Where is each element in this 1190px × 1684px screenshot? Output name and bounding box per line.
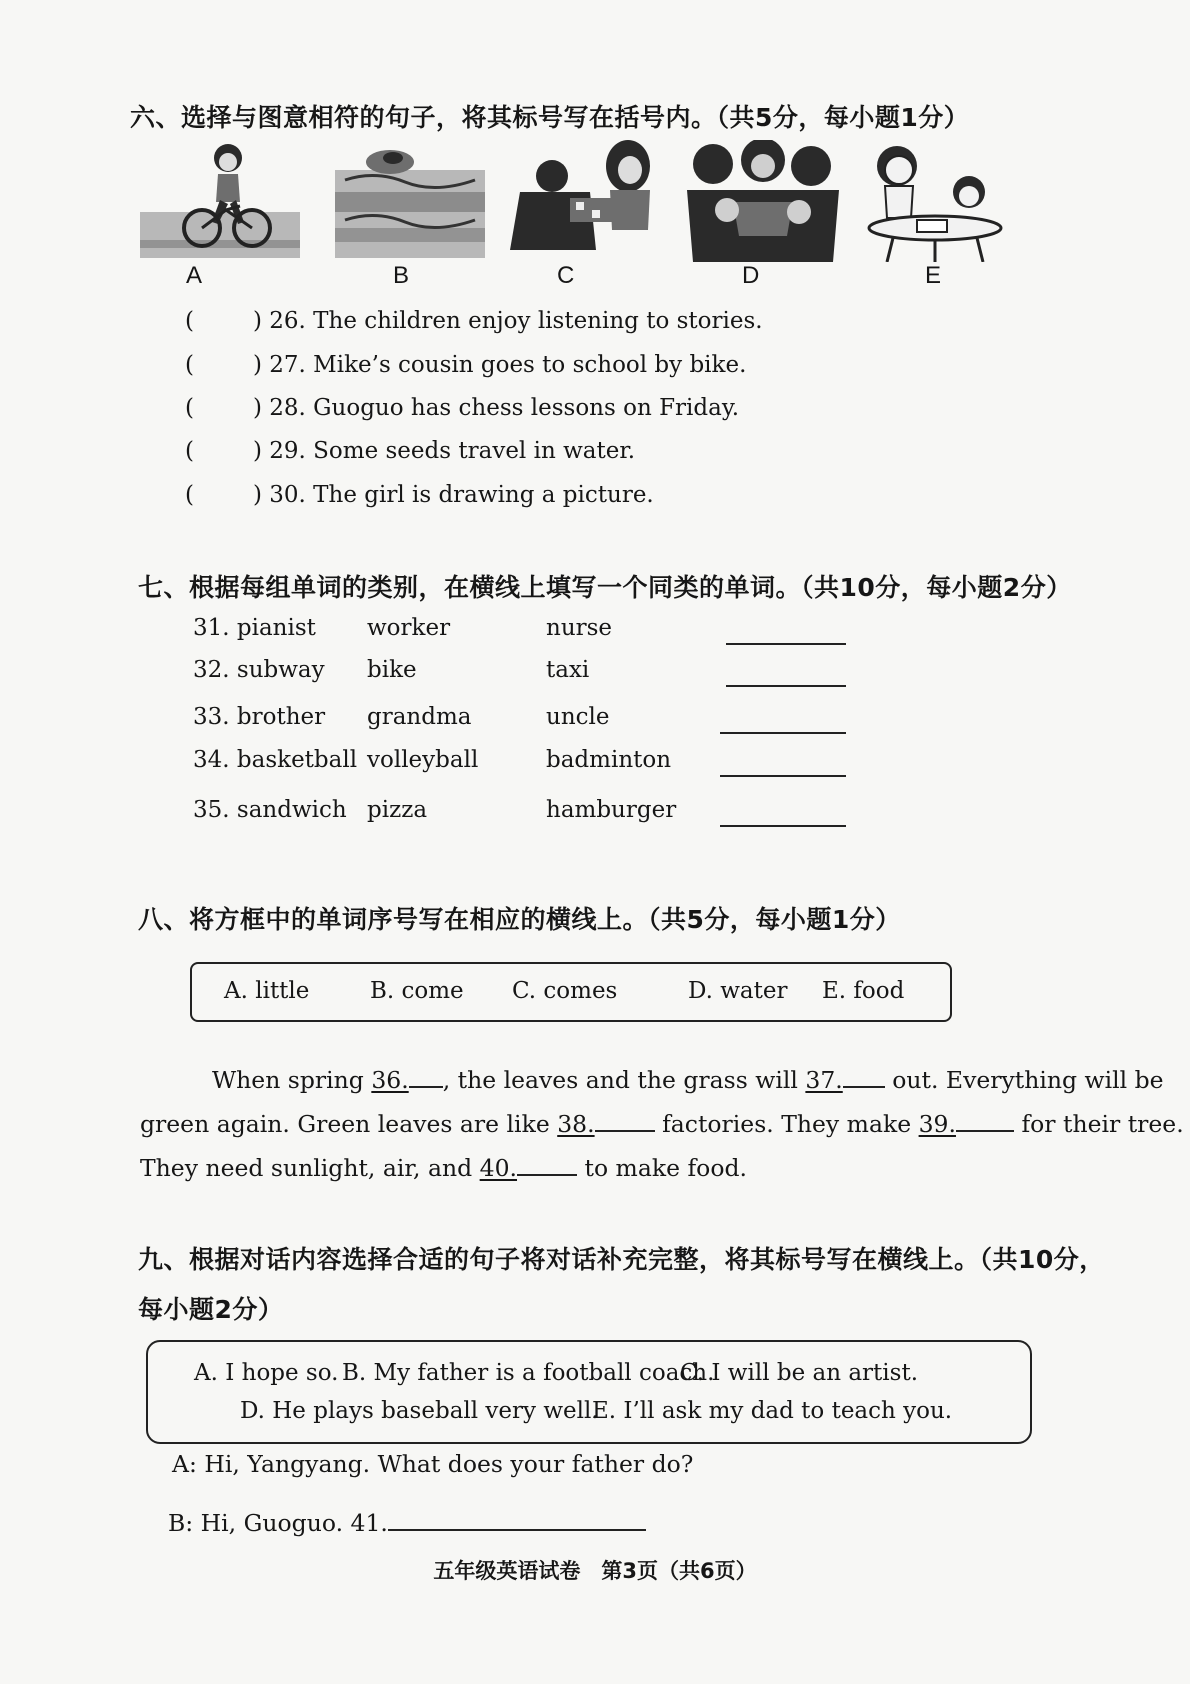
question-30 xyxy=(185,482,654,508)
section9-heading: 九、根据对话内容选择合适的句子将对话补充完整，将其标号写在横线上。（共10分， xyxy=(138,1245,1105,1274)
section9-heading-cont: 每小题2分） xyxy=(138,1295,284,1324)
passage-text: for their tree. xyxy=(1021,1110,1184,1138)
word-group-34 xyxy=(193,747,1053,781)
word-1: 35. sandwich xyxy=(193,797,347,823)
word-2: volleyball xyxy=(367,747,479,773)
word-3: hamburger xyxy=(546,797,677,823)
option-d: D. water xyxy=(688,978,788,1004)
boy-riding-bike-icon xyxy=(140,140,300,262)
answer-blank[interactable] xyxy=(726,643,846,645)
option-a: A. little xyxy=(224,978,310,1004)
blank-37[interactable] xyxy=(843,1062,885,1088)
passage-line-1 xyxy=(212,1062,1164,1094)
answer-blank[interactable] xyxy=(726,685,846,687)
section8-heading: 八、将方框中的单词序号写在相应的横线上。（共5分，每小题1分） xyxy=(138,905,901,934)
word-3: uncle xyxy=(546,704,610,730)
picture-e-label: E xyxy=(925,262,942,289)
word-3: nurse xyxy=(546,615,613,641)
question-text: ) 26. The children enjoy listening to stories. xyxy=(253,308,763,334)
word-bank-box xyxy=(190,962,952,1022)
option-c: C. comes xyxy=(512,978,618,1004)
page-footer: 五年级英语试卷 第3页（共6页） xyxy=(433,1559,757,1583)
question-26 xyxy=(185,308,763,334)
blank-38[interactable] xyxy=(595,1106,655,1132)
word-1: 32. subway xyxy=(193,657,325,683)
dialogue-options-box xyxy=(146,1340,1032,1444)
blank-40-label: 40. xyxy=(479,1154,518,1182)
picture-d xyxy=(683,140,841,262)
question-text: ) 28. Guoguo has chess lessons on Friday. xyxy=(253,395,740,421)
answer-blank[interactable] xyxy=(720,825,846,827)
passage-text: factories. They make xyxy=(662,1110,912,1138)
answer-blank[interactable] xyxy=(720,732,846,734)
answer-paren[interactable]: ( xyxy=(185,308,194,334)
question-27 xyxy=(185,352,746,378)
word-1: 31. pianist xyxy=(193,615,316,641)
picture-b-label: B xyxy=(393,262,410,289)
picture-d-label: D xyxy=(742,262,760,289)
children-listening-to-stories-icon xyxy=(683,140,841,262)
picture-e xyxy=(865,140,1005,262)
option-e: E. I’ll ask my dad to teach you. xyxy=(592,1398,953,1424)
seeds-in-water-icon xyxy=(335,140,485,262)
option-c: C. I will be an artist. xyxy=(680,1360,919,1386)
word-3: badminton xyxy=(546,747,672,773)
blank-39-label: 39. xyxy=(918,1110,956,1138)
answer-paren[interactable]: ( xyxy=(185,352,194,378)
blank-36[interactable] xyxy=(409,1062,443,1088)
word-group-32 xyxy=(193,657,1053,691)
word-2: bike xyxy=(367,657,417,683)
answer-paren[interactable]: ( xyxy=(185,482,194,508)
word-group-33 xyxy=(193,704,1053,738)
dialogue-text: B: Hi, Guoguo. xyxy=(168,1509,344,1537)
section6-heading: 六、选择与图意相符的句子，将其标号写在括号内。（共5分，每小题1分） xyxy=(130,103,970,132)
word-1: 34. basketball xyxy=(193,747,358,773)
answer-paren[interactable]: ( xyxy=(185,438,194,464)
option-b: B. come xyxy=(370,978,464,1004)
word-3: taxi xyxy=(546,657,590,683)
option-b: B. My father is a football coach. xyxy=(342,1360,715,1386)
dialogue-line-a: A: Hi, Yangyang. What does your father do? xyxy=(172,1450,694,1478)
blank-38-label: 38. xyxy=(557,1110,595,1138)
picture-c-label: C xyxy=(557,262,575,289)
dialogue-line-b xyxy=(168,1505,646,1537)
word-1: 33. brother xyxy=(193,704,326,730)
picture-c xyxy=(500,140,655,262)
word-group-35 xyxy=(193,797,1053,831)
word-2: pizza xyxy=(367,797,428,823)
children-playing-chess-icon xyxy=(500,140,655,262)
blank-40[interactable] xyxy=(517,1150,577,1176)
passage-text: out. Everything will be xyxy=(892,1066,1164,1094)
passage-line-3 xyxy=(140,1150,747,1182)
passage-text: to make food. xyxy=(584,1154,747,1182)
passage-text: green again. Green leaves are like xyxy=(140,1110,550,1138)
question-28 xyxy=(185,395,739,421)
passage-line-2 xyxy=(140,1106,1184,1138)
passage-text: , the leaves and the grass will xyxy=(442,1066,798,1094)
blank-37-label: 37. xyxy=(805,1066,843,1094)
blank-41-label: 41. xyxy=(350,1509,388,1537)
question-text: ) 27. Mike’s cousin goes to school by bike. xyxy=(253,352,747,378)
question-text: ) 29. Some seeds travel in water. xyxy=(253,438,636,464)
passage-text: When spring xyxy=(212,1066,364,1094)
picture-a xyxy=(140,140,300,262)
answer-paren[interactable]: ( xyxy=(185,395,194,421)
option-d: D. He plays baseball very well. xyxy=(240,1398,599,1424)
word-2: worker xyxy=(367,615,451,641)
passage-text: They need sunlight, air, and xyxy=(140,1154,473,1182)
girl-drawing-picture-icon xyxy=(865,140,1005,262)
question-29 xyxy=(185,438,635,464)
word-group-31 xyxy=(193,615,1053,649)
section7-heading: 七、根据每组单词的类别，在横线上填写一个同类的单词。（共10分，每小题2分） xyxy=(138,573,1072,602)
blank-41[interactable] xyxy=(388,1505,646,1531)
question-text: ) 30. The girl is drawing a picture. xyxy=(253,482,654,508)
word-2: grandma xyxy=(367,704,472,730)
blank-36-label: 36. xyxy=(371,1066,409,1094)
option-e: E. food xyxy=(822,978,905,1004)
option-a: A. I hope so. xyxy=(194,1360,339,1386)
answer-blank[interactable] xyxy=(720,775,846,777)
picture-b xyxy=(335,140,485,262)
blank-39[interactable] xyxy=(956,1106,1014,1132)
picture-a-label: A xyxy=(186,262,203,289)
